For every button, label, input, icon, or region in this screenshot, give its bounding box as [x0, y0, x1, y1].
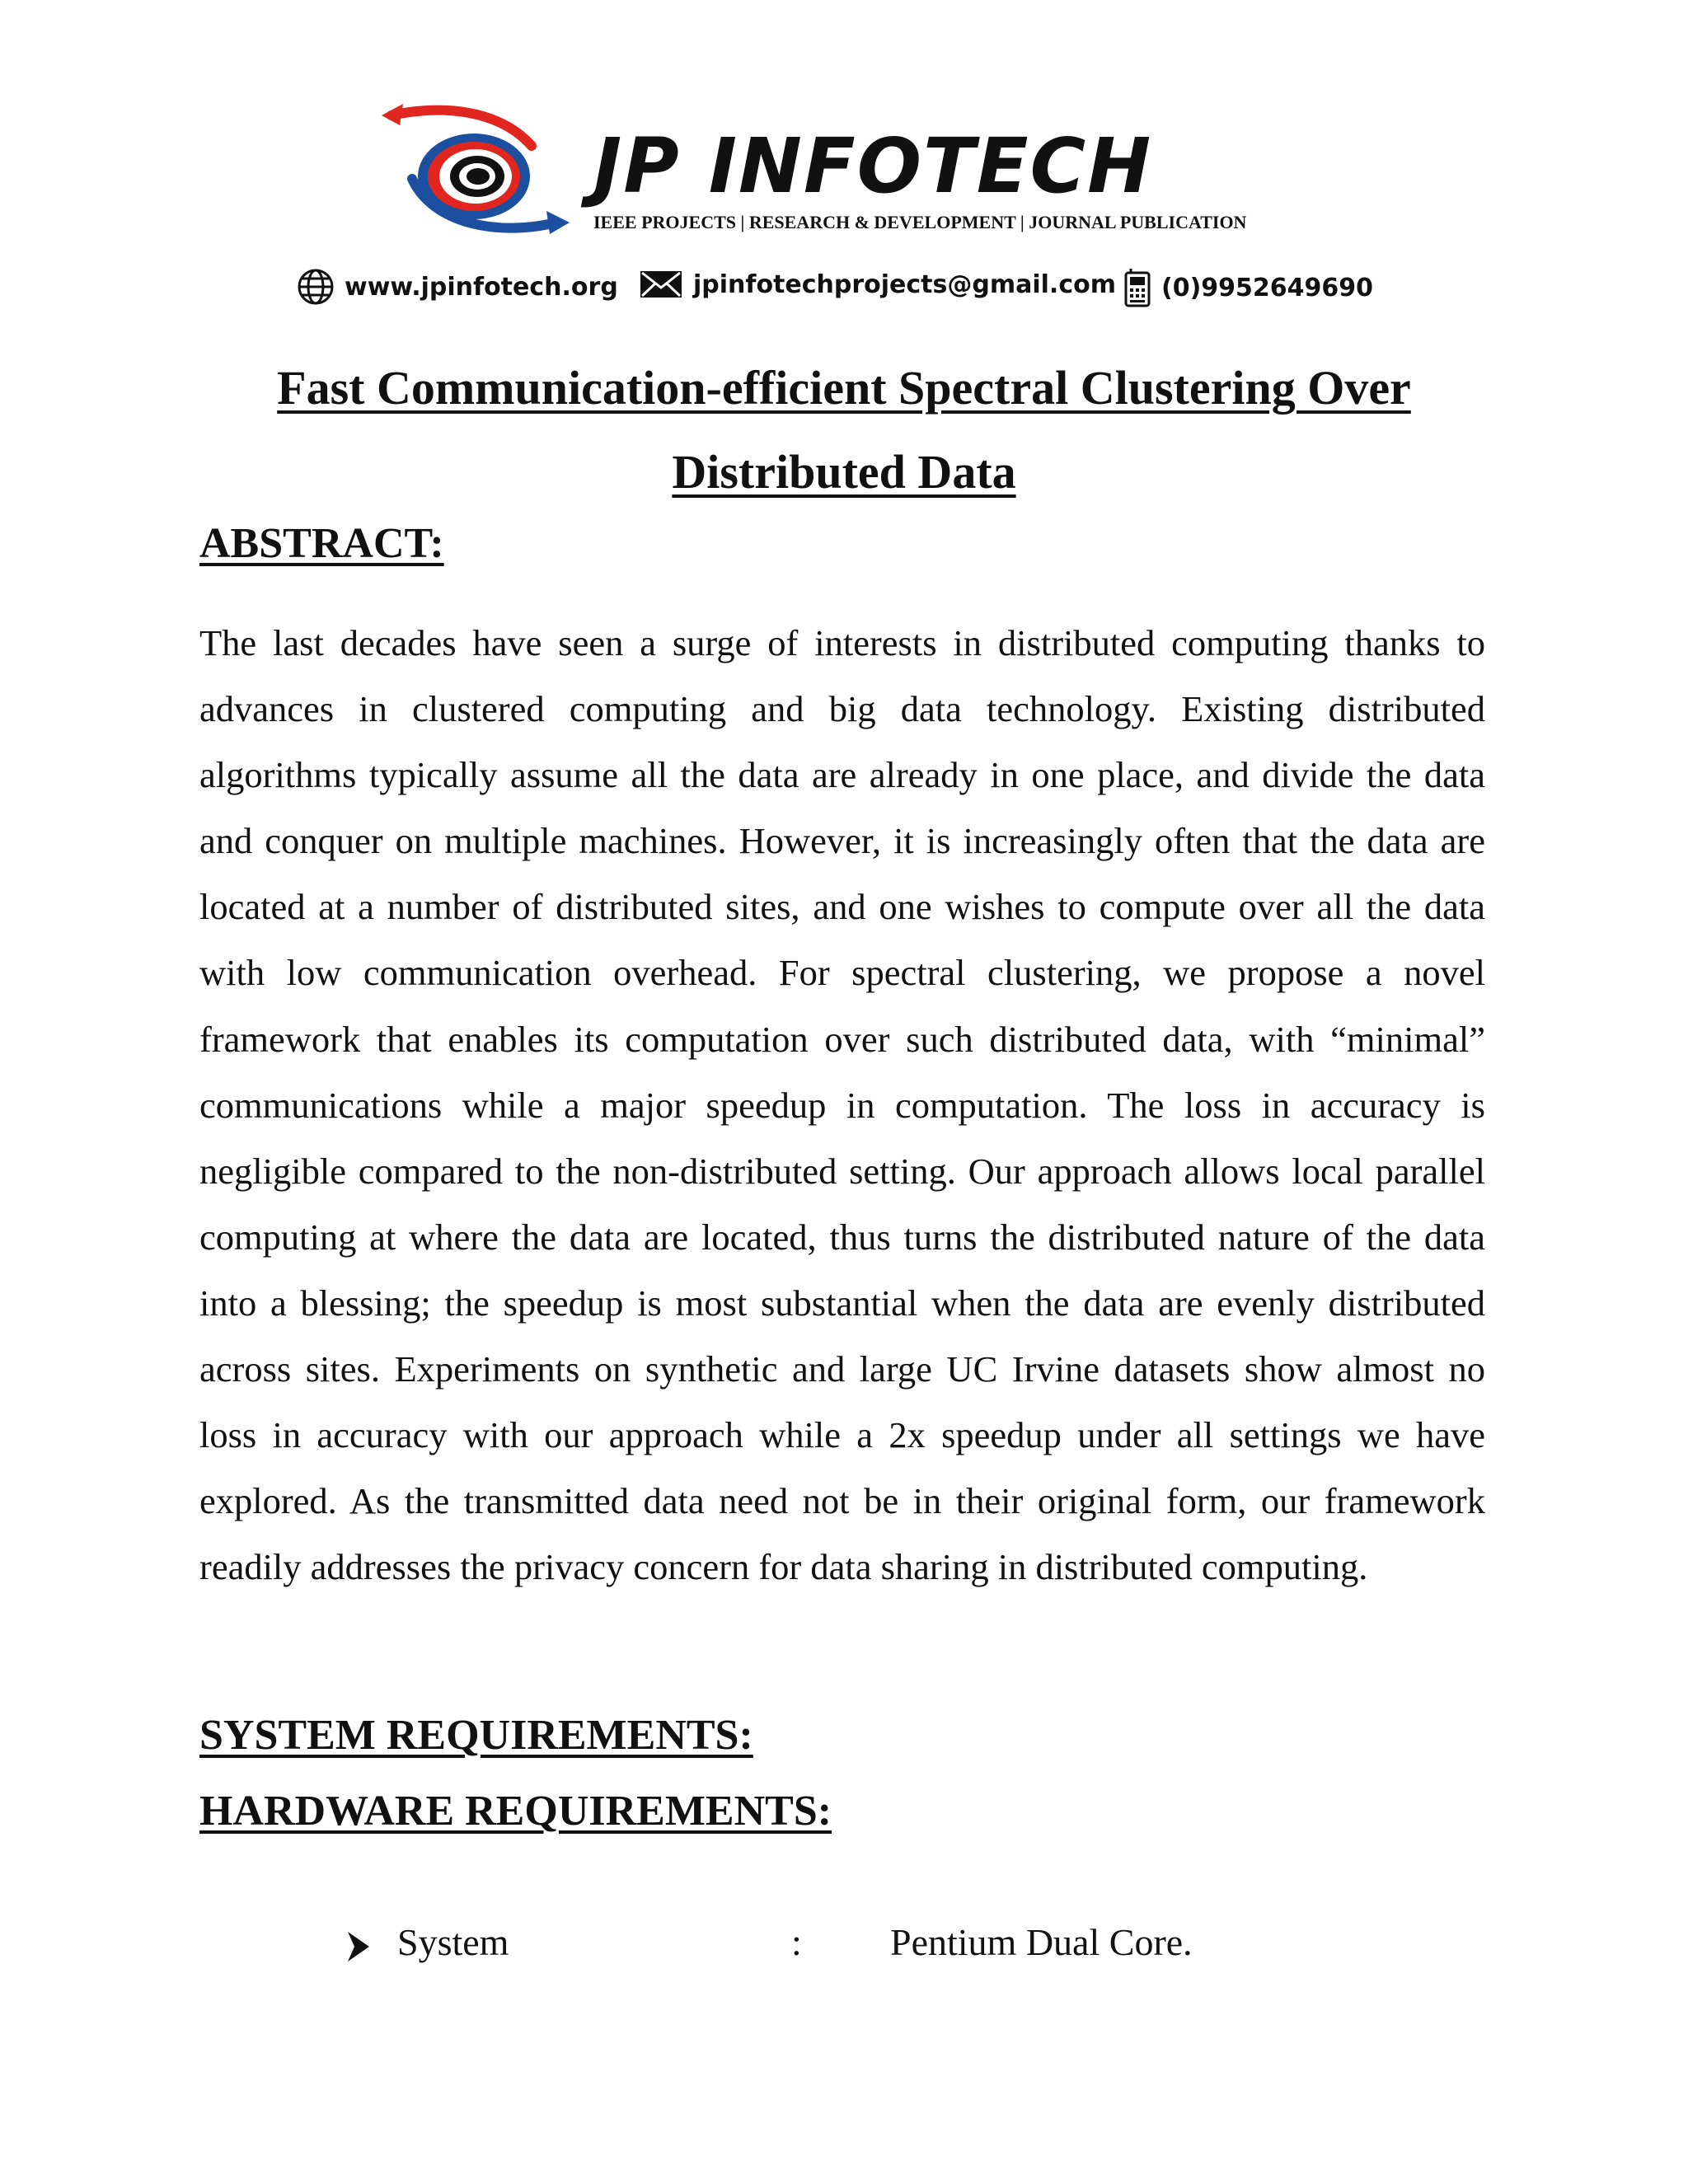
brand-name: JP INFOTECH: [593, 122, 1153, 210]
website-contact: [297, 268, 618, 306]
hardware-requirement-item: [346, 1920, 1335, 1978]
abstract-heading: ABSTRACT:: [199, 520, 444, 567]
title-line-1: Fast Communication-efficient Spectral Clustering Over: [277, 361, 1411, 415]
envelope-icon: [639, 268, 683, 301]
system-requirements-heading: SYSTEM REQUIREMENTS:: [199, 1712, 753, 1759]
email-text: jpinfotechprojects@gmail.com: [693, 269, 1116, 299]
requirement-label: System: [397, 1921, 509, 1963]
brand-tagline: IEEE PROJECTS | RESEARCH & DEVELOPMENT | JOURNAL PUBLICATION: [593, 212, 1247, 232]
mobile-phone-icon: [1123, 268, 1151, 307]
phone-text: (0)9952649690: [1161, 273, 1374, 302]
phone-contact: [1123, 268, 1373, 307]
website-text: www.jpinfotech.org: [345, 272, 618, 302]
hardware-requirements-heading: HARDWARE REQUIREMENTS:: [199, 1788, 832, 1835]
globe-icon: [297, 268, 335, 306]
contact-bar: [297, 268, 1401, 309]
requirement-separator: :: [791, 1921, 802, 1963]
jp-infotech-logo-icon: [375, 101, 573, 241]
title-line-2: Distributed Data: [672, 445, 1016, 499]
arrow-bullet-icon: [346, 1930, 371, 1963]
email-contact: [639, 268, 1116, 301]
abstract-text: The last decades have seen a surge of interests in distributed computing thanks to advances in clustered computing and big data technology. Existing distributed algorithms typically assume all the data are already in one place, and divide the data and conquer on multiple machines. However, it is increasingly often that the data are located at a number of distributed sites, and one wishes to compute over all the data with low communication overhead. For spectral clustering, we propose a novel framework that enables its computation over such distributed data, with “minimal” communications while a major speedup in computation. The loss in accuracy is negligible compared to the non-distributed setting. Our approach allows local parallel computing at where the data are located, thus turns the distributed nature of the data into a blessing; the speedup is most substantial when the data are evenly distributed across sites. Experiments on synthetic and large UC Irvine datasets show almost no loss in accuracy with our approach while a 2x speedup under all settings we have explored. As the transmitted data need not be in their original form, our framework readily addresses the privacy concern for data sharing in distributed computing.: [199, 622, 1485, 1588]
requirement-value: Pentium Dual Core.: [890, 1921, 1193, 1963]
letterhead: [0, 91, 1688, 330]
document-title: [0, 346, 1688, 514]
